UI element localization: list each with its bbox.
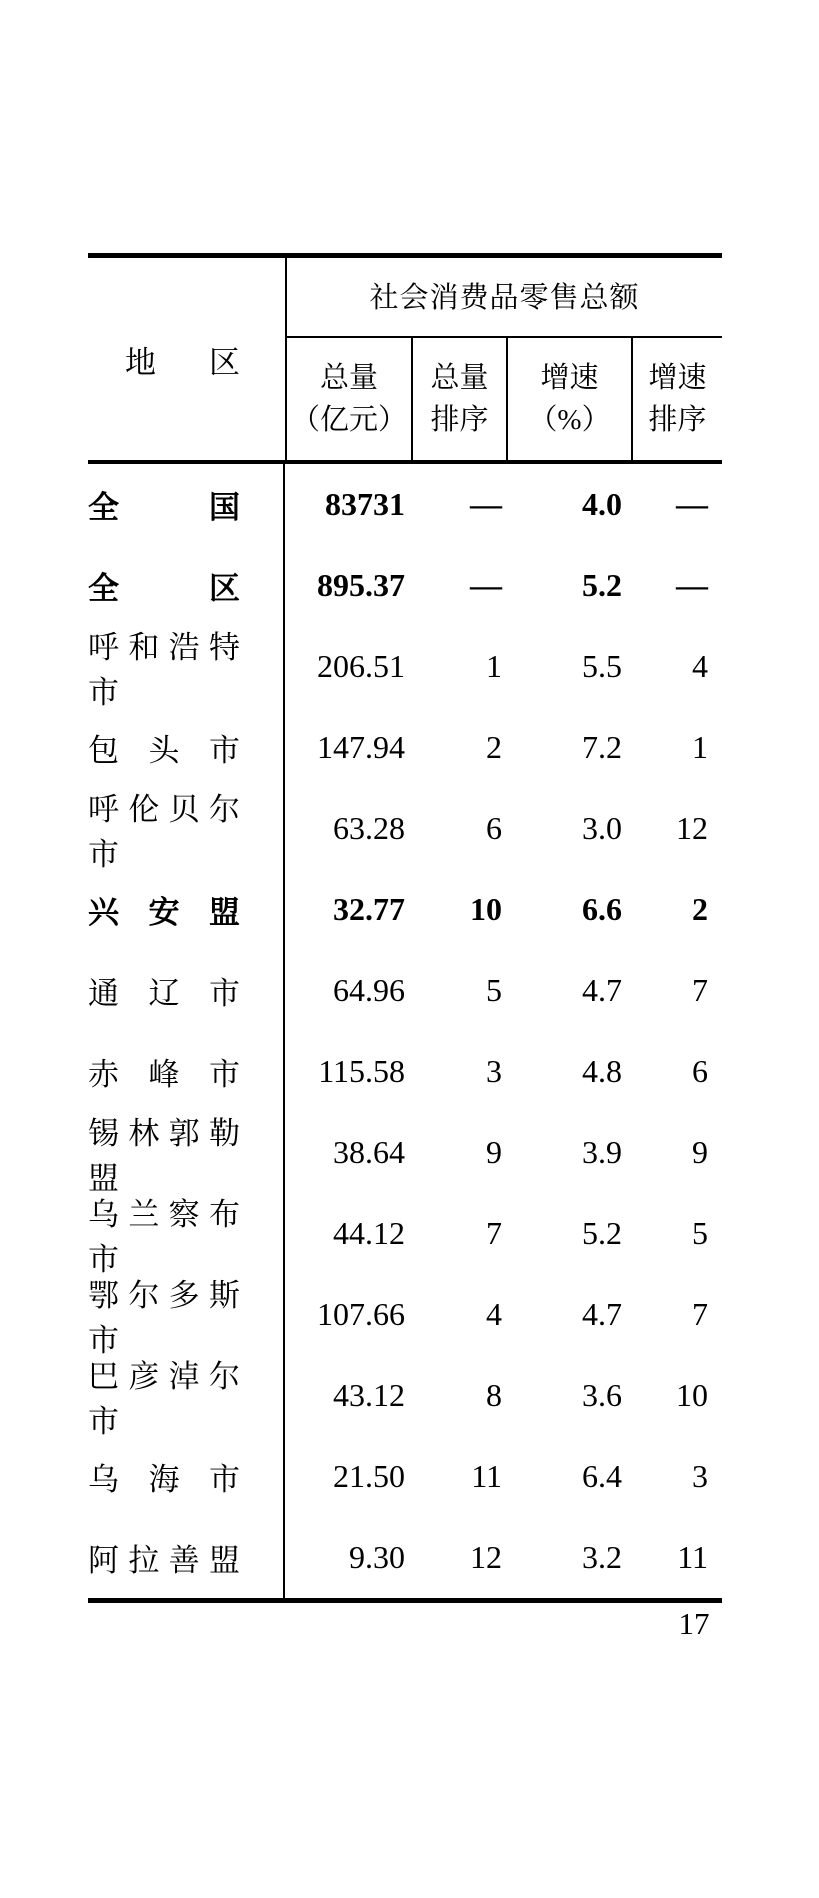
region-label: 全国 bbox=[88, 490, 240, 525]
region-cell bbox=[88, 950, 285, 1031]
region-label: 阿拉善盟 bbox=[88, 1543, 240, 1578]
total-rank-cell: 6 bbox=[486, 810, 502, 846]
region-label: 赤峰市 bbox=[88, 1057, 240, 1092]
column-header-growth-rank-line2: 排序 bbox=[648, 403, 707, 436]
total-value-cell: 206.51 bbox=[317, 648, 405, 684]
growth-rank-cell: — bbox=[676, 486, 708, 522]
region-label: 鄂尔多斯市 bbox=[88, 1277, 240, 1358]
growth-value-cell: 4.8 bbox=[582, 1053, 622, 1089]
growth-value-cell: 5.2 bbox=[582, 567, 622, 603]
region-cell bbox=[88, 1517, 285, 1598]
growth-value-cell: 6.6 bbox=[582, 891, 622, 927]
table-span-header: 社会消费品零售总额 bbox=[287, 258, 722, 338]
region-label: 通辽市 bbox=[88, 976, 240, 1011]
table-row bbox=[88, 1517, 722, 1598]
total-value-cell: 44.12 bbox=[333, 1215, 405, 1251]
total-value-cell: 107.66 bbox=[317, 1296, 405, 1332]
growth-value-cell: 3.2 bbox=[582, 1539, 622, 1575]
growth-value-cell: 5.2 bbox=[582, 1215, 622, 1251]
region-label: 呼伦贝尔市 bbox=[88, 791, 240, 872]
table-body bbox=[88, 464, 722, 1603]
total-value-cell: 9.30 bbox=[349, 1539, 405, 1575]
region-cell bbox=[88, 1031, 285, 1112]
growth-rank-cell: 7 bbox=[692, 1296, 708, 1332]
table-row bbox=[88, 1112, 722, 1196]
growth-value-cell: 5.5 bbox=[582, 648, 622, 684]
region-label: 锡林郭勒盟 bbox=[88, 1115, 240, 1196]
table-row bbox=[88, 1436, 722, 1517]
table-row bbox=[88, 950, 722, 1031]
total-rank-cell: 12 bbox=[470, 1539, 502, 1575]
total-rank-cell: 3 bbox=[486, 1053, 502, 1089]
region-cell bbox=[88, 464, 285, 545]
table-row bbox=[88, 1031, 722, 1112]
region-cell bbox=[88, 626, 285, 710]
total-value-cell: 83731 bbox=[325, 486, 405, 522]
region-cell bbox=[88, 869, 285, 950]
growth-rank-cell: 10 bbox=[676, 1377, 708, 1413]
table-row bbox=[88, 545, 722, 626]
total-rank-cell: 4 bbox=[486, 1296, 502, 1332]
growth-rank-cell: 9 bbox=[692, 1134, 708, 1170]
growth-rank-cell: 5 bbox=[692, 1215, 708, 1251]
column-header-total-rank-line2: 排序 bbox=[430, 403, 489, 436]
growth-value-cell: 3.9 bbox=[582, 1134, 622, 1170]
table-row bbox=[88, 1193, 722, 1277]
region-cell bbox=[88, 788, 285, 872]
region-column-header: 地区 bbox=[125, 344, 240, 380]
region-cell bbox=[88, 1274, 285, 1358]
growth-rank-cell: 12 bbox=[676, 810, 708, 846]
total-rank-cell: 10 bbox=[470, 891, 502, 927]
growth-value-cell: 6.4 bbox=[582, 1458, 622, 1494]
total-value-cell: 63.28 bbox=[333, 810, 405, 846]
region-cell bbox=[88, 545, 285, 626]
region-cell bbox=[88, 1436, 285, 1517]
total-rank-cell: 2 bbox=[486, 729, 502, 765]
column-header-total bbox=[287, 338, 413, 460]
growth-rank-cell: 3 bbox=[692, 1458, 708, 1494]
page-number: 17 bbox=[678, 1606, 710, 1641]
growth-value-cell: 4.7 bbox=[582, 972, 622, 1008]
region-label: 包头市 bbox=[88, 733, 240, 768]
total-value-cell: 32.77 bbox=[333, 891, 405, 927]
growth-value-cell: 3.6 bbox=[582, 1377, 622, 1413]
total-rank-cell: 1 bbox=[486, 648, 502, 684]
growth-rank-cell: 11 bbox=[677, 1539, 708, 1575]
table-row bbox=[88, 1355, 722, 1439]
total-value-cell: 115.58 bbox=[318, 1053, 405, 1089]
total-value-cell: 38.64 bbox=[333, 1134, 405, 1170]
growth-rank-cell: — bbox=[676, 567, 708, 603]
column-header-growth-rank-line1: 增速 bbox=[648, 361, 707, 394]
region-column-header-cell bbox=[88, 258, 287, 460]
column-header-total-rank bbox=[413, 338, 508, 460]
region-label: 兴安盟 bbox=[88, 895, 240, 930]
table-row bbox=[88, 626, 722, 710]
table-row bbox=[88, 464, 722, 545]
table-row bbox=[88, 1274, 722, 1358]
table-row bbox=[88, 869, 722, 950]
region-cell bbox=[88, 707, 285, 788]
total-value-cell: 895.37 bbox=[317, 567, 405, 603]
value-columns-header bbox=[287, 258, 722, 460]
total-rank-cell: 8 bbox=[486, 1377, 502, 1413]
column-header-total-rank-line1: 总量 bbox=[430, 361, 489, 394]
region-cell bbox=[88, 1112, 285, 1196]
total-value-cell: 43.12 bbox=[333, 1377, 405, 1413]
region-label: 巴彦淖尔市 bbox=[88, 1358, 240, 1439]
growth-rank-cell: 4 bbox=[692, 648, 708, 684]
total-rank-cell: — bbox=[470, 567, 502, 603]
total-rank-cell: 7 bbox=[486, 1215, 502, 1251]
growth-value-cell: 4.0 bbox=[582, 486, 622, 522]
column-header-growth-rank bbox=[633, 338, 722, 460]
column-header-total-line2: （亿元） bbox=[290, 403, 407, 436]
total-value-cell: 21.50 bbox=[333, 1458, 405, 1494]
growth-value-cell: 7.2 bbox=[582, 729, 622, 765]
sub-headers bbox=[287, 338, 722, 460]
total-rank-cell: — bbox=[470, 486, 502, 522]
column-header-growth-line2: （%） bbox=[528, 403, 611, 436]
table-row bbox=[88, 788, 722, 872]
total-rank-cell: 9 bbox=[486, 1134, 502, 1170]
growth-rank-cell: 1 bbox=[692, 729, 708, 765]
table-row bbox=[88, 707, 722, 788]
growth-value-cell: 3.0 bbox=[582, 810, 622, 846]
region-label: 全区 bbox=[88, 571, 240, 606]
column-header-growth bbox=[508, 338, 633, 460]
growth-rank-cell: 2 bbox=[692, 891, 708, 927]
retail-sales-table bbox=[88, 253, 722, 1603]
column-header-growth-line1: 增速 bbox=[540, 361, 599, 394]
column-header-total-line1: 总量 bbox=[319, 361, 378, 394]
region-label: 乌兰察布市 bbox=[88, 1196, 240, 1277]
total-rank-cell: 5 bbox=[486, 972, 502, 1008]
growth-rank-cell: 6 bbox=[692, 1053, 708, 1089]
region-cell bbox=[88, 1355, 285, 1439]
total-value-cell: 64.96 bbox=[333, 972, 405, 1008]
table-header bbox=[88, 258, 722, 464]
region-label: 呼和浩特市 bbox=[88, 629, 240, 710]
growth-rank-cell: 7 bbox=[692, 972, 708, 1008]
total-rank-cell: 11 bbox=[471, 1458, 502, 1494]
region-cell bbox=[88, 1193, 285, 1277]
region-label: 乌海市 bbox=[88, 1462, 240, 1497]
total-value-cell: 147.94 bbox=[317, 729, 405, 765]
growth-value-cell: 4.7 bbox=[582, 1296, 622, 1332]
